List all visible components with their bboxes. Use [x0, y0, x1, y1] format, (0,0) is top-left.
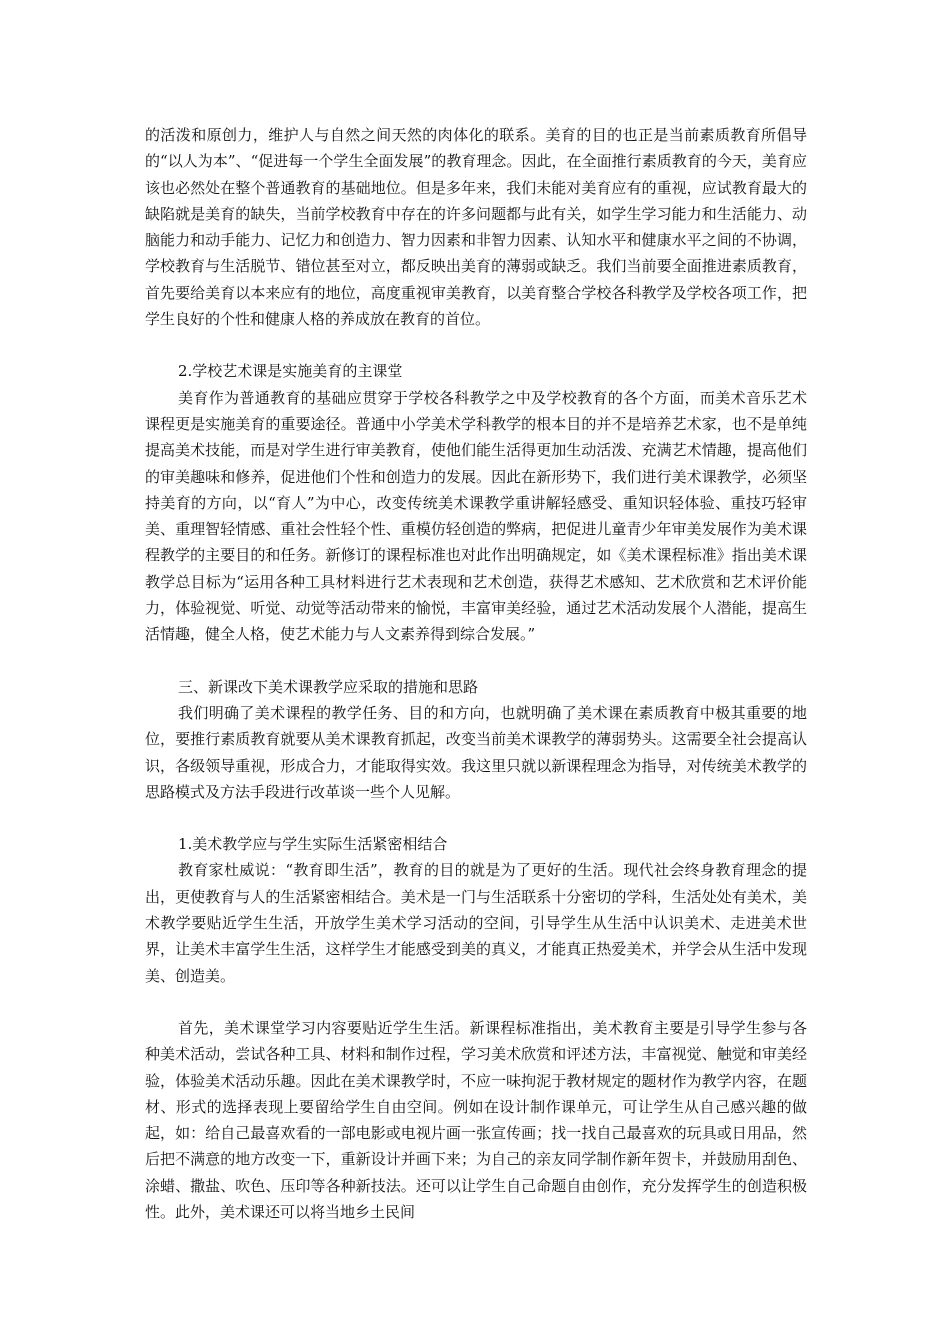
section-heading-life-connection: 1.美术教学应与学生实际生活紧密相结合 — [178, 835, 448, 854]
paragraph-spacer — [145, 805, 807, 831]
paragraph-spacer — [145, 648, 807, 674]
section-heading-art-class: 2.学校艺术课是实施美育的主课堂 — [178, 362, 403, 381]
paragraph-spacer — [145, 332, 807, 358]
paragraph-aesthetic-education-status: 的活泼和原创力，维护人与自然之间天然的肉体化的联系。美育的目的也正是当前素质教育所倡导的“以人为本”、“促进每一个学生全面发展”的教育理念。因此，在全面推行素质教育的今天，美育应该也必然处在整个普通教育的基础地位。但是多年来，我们未能对美育应有的重视，应试教育最大的缺陷就是美育的缺失，当前学校教育中存在的许多问题都与此有关，如学生学习能力和生活能力、动脑能力和动手能力、记忆力和创造力、智力因素和非智力因素、认知水平和健康水平之间的不协调，学校教育与生活脱节、错位甚至对立，都反映出美育的薄弱或缺乏。我们当前要全面推进素质教育，首先要给美育以本来应有的地位，高度重视审美教育，以美育整合学校各科教学及学校各项工作，把学生良好的个性和健康人格的养成放在教育的首位。 — [145, 126, 807, 329]
paragraph-art-class-role: 美育作为普通教育的基础应贯穿于学校各科教学之中及学校教育的各个方面，而美术音乐艺术课程更是实施美育的重要途径。普通中小学美术学科教学的根本目的并不是培养艺术家，也不是单纯提高美术技能，而是对学生进行审美教育，使他们能生活得更加生动活泼、充满艺术情趣，提高他们的审美趣味和修养，促进他们个性和创造力的发展。因此在新形势下，我们进行美术课教学，必须坚持美育的方向，以“育人”为中心，改变传统美术课教学重讲解轻感受、重知识轻体验、重技巧轻审美、重理智轻情感、重社会性轻个性、重模仿轻创造的弊病，把促进儿童青少年审美发展作为美术课程教学的主要目的和任务。新修订的课程标准也对此作出明确规定，如《美术课程标准》指出美术课教学总目标为“运用各种工具材料进行艺术表现和艺术创造，获得艺术感知、艺术欣赏和艺术评价能力，体验视觉、听觉、动觉等活动带来的愉悦，丰富审美经验，通过艺术活动发展个人潜能，提高生活情趣，健全人格，使艺术能力与人文素养得到综合发展。” — [145, 388, 807, 644]
paragraph-classroom-content: 首先，美术课堂学习内容要贴近学生生活。新课程标准指出，美术教育主要是引导学生参与各种美术活动，尝试各种工具、材料和制作过程，学习美术欣赏和评述方法，丰富视觉、触觉和审美经验，体验美术活动乐趣。因此在美术课教学时，不应一味拘泥于教材规定的题材作为教学内容，在题材、形式的选择表现上要留给学生自由空间。例如在设计制作课单元，可让学生从自己感兴趣的做起，如：给自己最喜欢看的一部电影或电视片画一张宣传画；找一找自己最喜欢的玩具或日用品，然后把不满意的地方改变一下，重新设计并画下来；为自己的亲友同学制作新年贺卡，并鼓励用刮色、涂蜡、撒盐、吹色、压印等各种新技法。还可以让学生自己命题自由创作，充分发挥学生的创造积极性。此外，美术课还可以将当地乡土民间 — [145, 1018, 807, 1221]
document-body — [145, 122, 807, 1225]
paragraph-dewey-quote: 教育家杜威说：“教育即生活”，教育的目的就是为了更好的生活。现代社会终身教育理念的提出，更使教育与人的生活紧密相结合。美术是一门与生活联系十分密切的学科，生活处处有美术，美术教学要贴近学生生活，开放学生美术学习活动的空间，引导学生从生活中认识美术、走进美术世界，让美术丰富学生生活，这样学生才能感受到美的真义，才能真正热爱美术，并学会从生活中发现美、创造美。 — [145, 861, 807, 985]
paragraph-measures-intro: 我们明确了美术课程的教学任务、目的和方向，也就明确了美术课在素质教育中极其重要的地位，要推行素质教育就要从美术课教育抓起，改变当前美术课教学的薄弱势头。这需要全社会提高认识，各级领导重视，形成合力，才能取得实效。我这里只就以新课程理念为指导，对传统美术教学的思路模式及方法手段进行改革谈一些个人见解。 — [145, 703, 807, 801]
paragraph-spacer — [145, 989, 807, 1015]
section-heading-measures: 三、新课改下美术课教学应采取的措施和思路 — [178, 677, 479, 696]
